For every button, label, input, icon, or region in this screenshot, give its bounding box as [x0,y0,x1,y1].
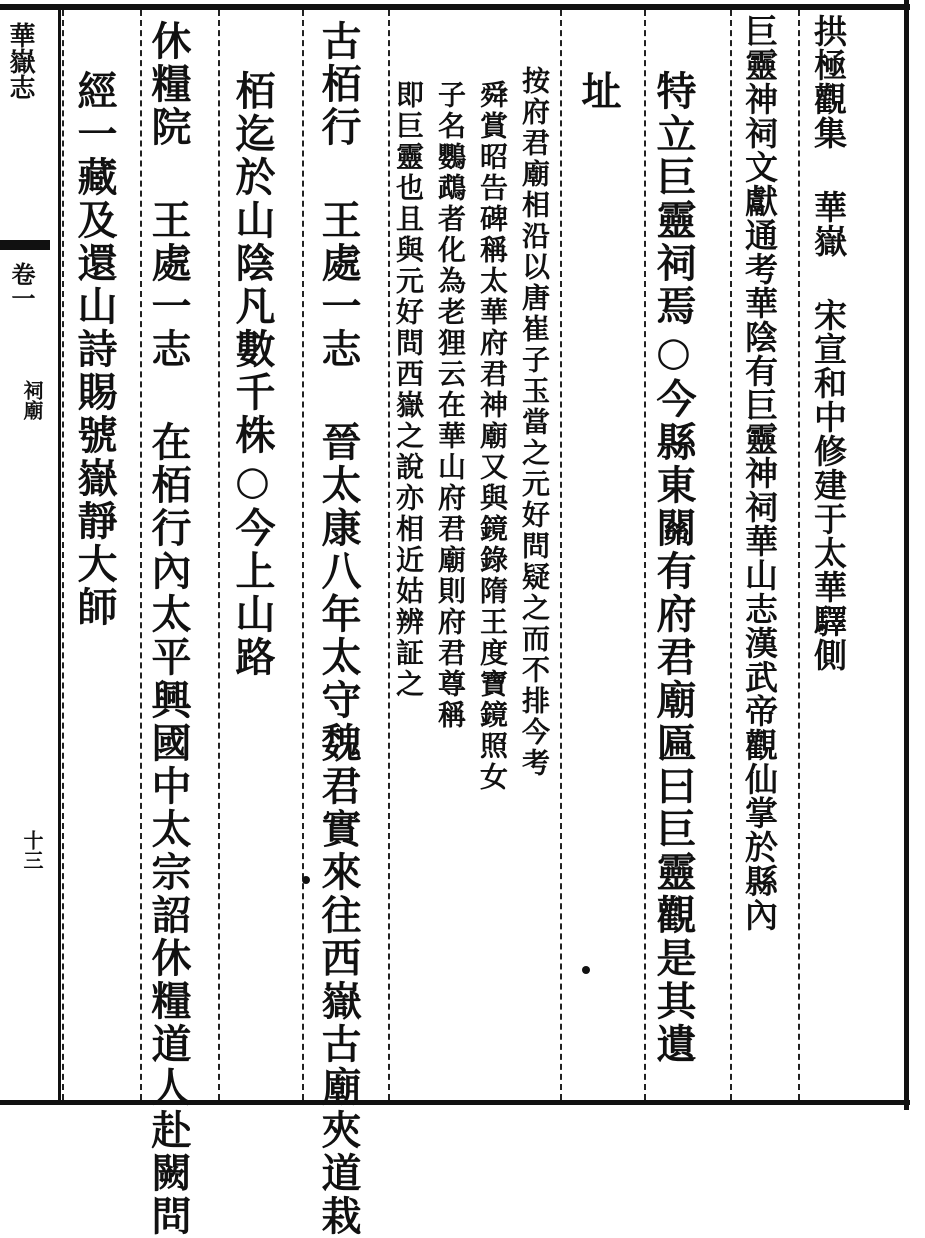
text-column-12: 經一藏及還山詩賜號嶽靜大師 [71,70,118,629]
ink-dot [582,966,590,974]
text-column-11: 休糧院 王處一志 在栢行內太平興國中太宗詔休糧道人赴闕問 [145,20,192,1238]
fishtail-mark [0,240,50,250]
text-column-1: 拱極觀集 華嶽 宋宣和中修建于太華驛側 [809,14,848,672]
margin-section: 祠廟 [20,380,44,420]
margin-volume: 卷一 [7,262,36,310]
text-column-2: 巨靈神祠文獻通考華陰有巨靈神祠華山志漢武帝觀仙掌於縣內 [740,14,779,932]
column-divider [730,10,732,1100]
page-number: 十三 [20,830,44,870]
ink-dot [302,876,310,884]
column-divider [140,10,142,1100]
column-divider [798,10,800,1100]
text-column-3: 特立巨靈祠焉○今縣東關有府君廟匾曰巨靈觀是其遺 [650,70,697,1066]
margin-divider [58,10,61,1100]
column-divider [644,10,646,1100]
column-divider [560,10,562,1100]
column-divider [388,10,390,1100]
note-column-3: 子名鸚鵡者化為老狸云在華山府君廟則府君尊稱 [434,80,467,731]
note-column-4: 即巨靈也且與元好問西嶽之說亦相近姑辨証之 [392,80,425,700]
column-divider [302,10,304,1100]
text-column-10: 栢迄於山陰凡數千株○今上山路 [229,70,276,679]
bottom-border [0,1100,910,1105]
column-divider [62,10,64,1100]
text-column-4: 址 [575,70,622,113]
top-border [0,4,910,10]
note-column-2: 舜賞昭告碑稱太華府君神廟又與鏡錄隋王度寶鏡照女 [476,80,509,793]
right-border [904,0,909,1110]
column-divider [218,10,220,1100]
margin-title: 華嶽志 [5,22,35,100]
text-column-9: 古栢行 王處一志 晉太康八年太守魏君實來往西嶽古廟夾道栽 [315,20,362,1238]
note-column-1: 按府君廟相沿以唐崔子玉當之元好問疑之而不排今考 [518,66,551,779]
